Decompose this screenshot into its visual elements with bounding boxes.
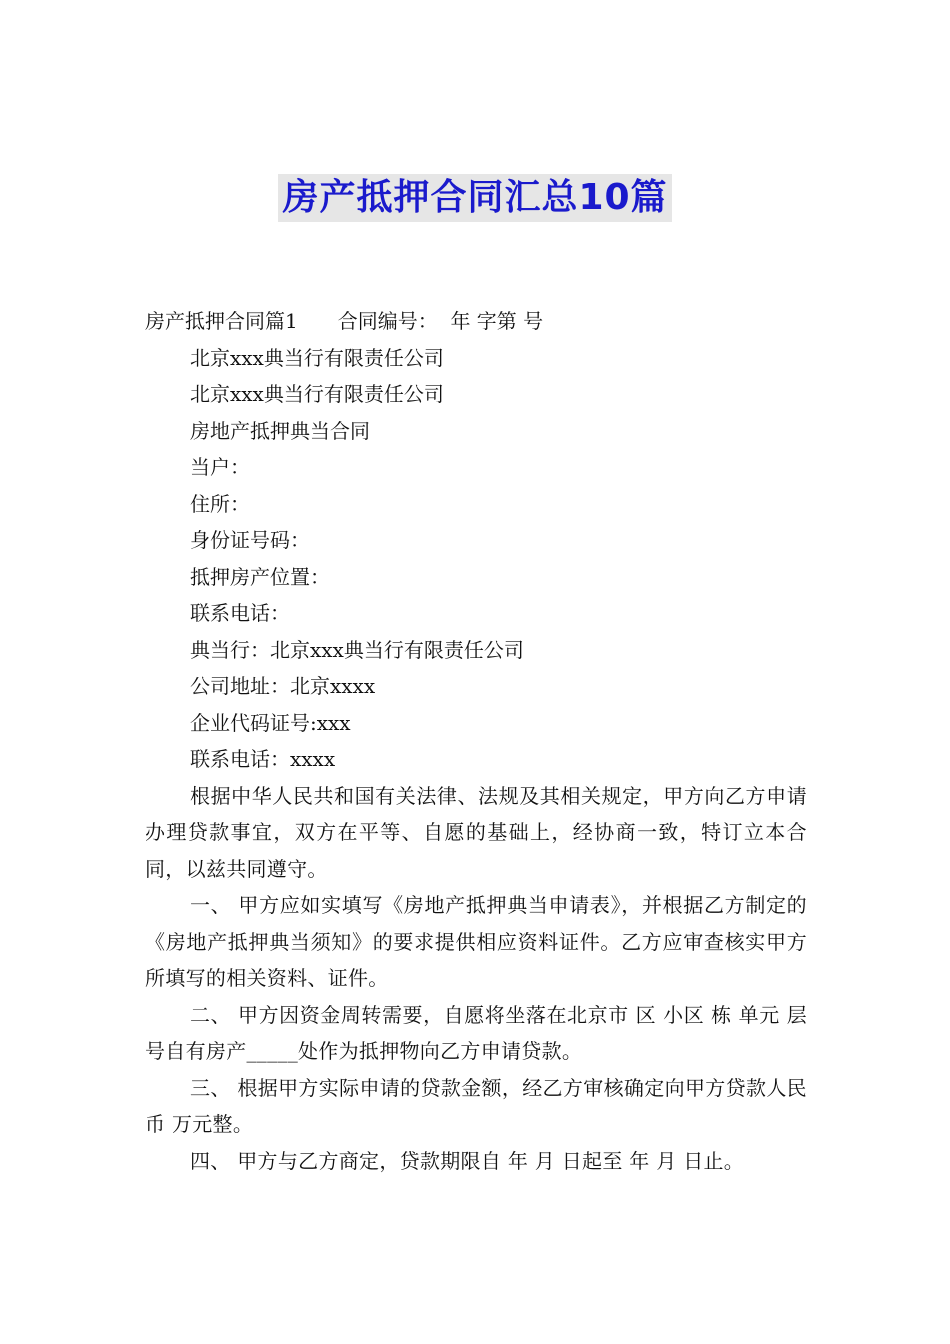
enterprise-code-field: 企业代码证号:xxx — [190, 710, 351, 735]
pawnshop-name-line: 北京xxx典当行有限责任公司 — [190, 382, 444, 406]
clause-1-paragraph: 一、 甲方应如实填写《房地产抵押典当申请表》，并根据乙方制定的《房地产抵押典当须知》的要求提供相应资料证件。乙方应审查核实甲方所填写的相关资料、证件。 — [145, 893, 807, 990]
pawnshop-field: 典当行：北京xxx典当行有限责任公司 — [190, 637, 524, 662]
property-location-field: 抵押房产位置： — [190, 564, 330, 589]
company-address-field: 公司地址：北京xxxx — [190, 674, 376, 698]
id-number-field: 身份证号码： — [190, 528, 310, 552]
title-wrapper — [0, 174, 950, 222]
document-body — [145, 303, 807, 1179]
client-field: 当户： — [190, 455, 250, 479]
clause-4-paragraph: 四、 甲方与乙方商定，贷款期限自 年 月 日起至 年 月 日止。 — [190, 1148, 745, 1173]
clause-2-paragraph: 二、 甲方因资金周转需要，自愿将坐落在北京市 区 小区 栋 单元 层 号自有房产_____处作为抵押物向乙方申请贷款。 — [145, 1002, 807, 1063]
phone-field: 联系电话： — [190, 601, 290, 625]
preamble-paragraph: 根据中华人民共和国有关法律、法规及其相关规定，甲方向乙方申请办理贷款事宜，双方在平等、自愿的基础上，经协商一致，特订立本合同，以兹共同遵守。 — [145, 783, 807, 881]
pawnshop-name-line: 北京xxx典当行有限责任公司 — [190, 345, 444, 370]
clause-3-paragraph: 三、 根据甲方实际申请的贷款金额，经乙方审核确定向甲方贷款人民币 万元整。 — [145, 1075, 807, 1136]
contract-header-line: 房产抵押合同篇1 合同编号： 年 字第 号 — [145, 309, 544, 333]
contract-name-line: 房地产抵押典当合同 — [190, 418, 370, 443]
company-phone-field: 联系电话：xxxx — [190, 747, 336, 771]
document-title: 房产抵押合同汇总10篇 — [278, 174, 671, 222]
address-field: 住所： — [190, 491, 250, 516]
